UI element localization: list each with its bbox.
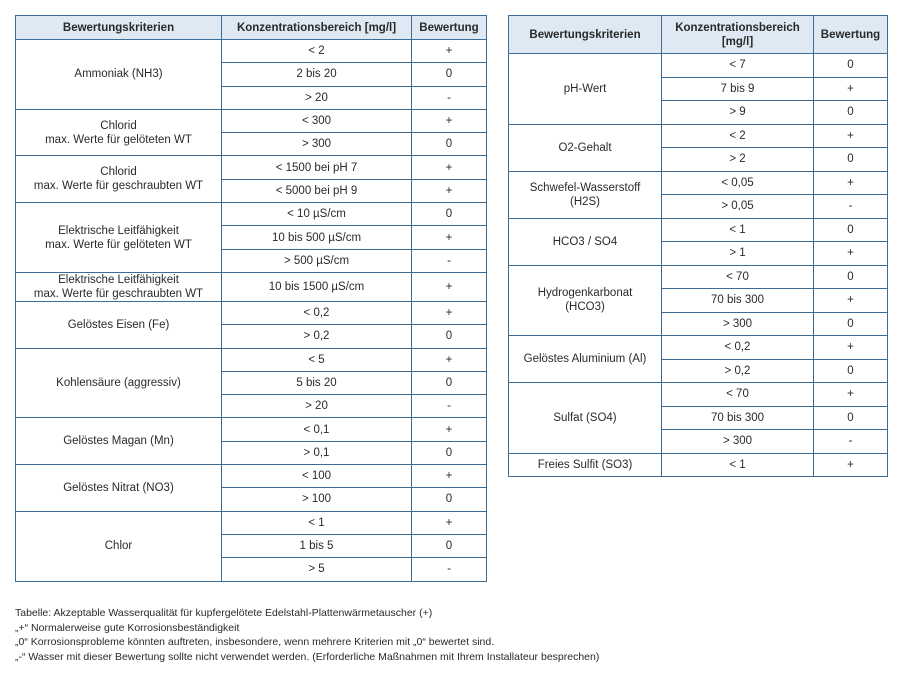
rating: + — [412, 226, 487, 249]
caption-legend-minus: „-“ Wasser mit dieser Bewertung sollte nicht verwendet werden. (Erforderliche Maßnahmen mit Ihrem Installateur besprechen) — [15, 650, 600, 663]
concentration-range: > 300 — [222, 133, 412, 156]
concentration-range: < 100 — [222, 465, 412, 488]
criterion-name: HCO3 / SO4 — [509, 218, 662, 265]
rating: + — [412, 348, 487, 371]
concentration-range: 2 bis 20 — [222, 63, 412, 86]
rating: 0 — [412, 133, 487, 156]
header-rating: Bewertung — [412, 16, 487, 40]
table-row — [509, 265, 888, 289]
concentration-range: > 20 — [222, 395, 412, 418]
rating: 0 — [814, 218, 888, 242]
criterion-name: O2-Gehalt — [509, 124, 662, 171]
criterion-name: Gelöstes Magan (Mn) — [16, 418, 222, 465]
concentration-range: < 1 — [662, 218, 814, 242]
concentration-range: < 1500 bei pH 7 — [222, 156, 412, 179]
table-row — [16, 418, 487, 441]
table-row — [16, 40, 487, 63]
concentration-range: > 0,05 — [662, 195, 814, 219]
rating: 0 — [412, 325, 487, 348]
rating: 0 — [412, 441, 487, 464]
rating: 0 — [814, 54, 888, 78]
rating: 0 — [814, 359, 888, 383]
concentration-range: < 0,1 — [222, 418, 412, 441]
rating: + — [412, 179, 487, 202]
table-row — [16, 465, 487, 488]
header-criteria: Bewertungskriterien — [509, 16, 662, 54]
caption-legend-plus: „+“ Normalerweise gute Korrosionsbeständigkeit — [15, 621, 240, 634]
rating: 0 — [814, 265, 888, 289]
concentration-range: 1 bis 5 — [222, 534, 412, 557]
rating: + — [412, 465, 487, 488]
concentration-range: < 5 — [222, 348, 412, 371]
rating: + — [814, 453, 888, 477]
concentration-range: < 1 — [662, 453, 814, 477]
concentration-range: > 1 — [662, 242, 814, 266]
criterion-name: Freies Sulfit (SO3) — [509, 453, 662, 477]
rating: + — [814, 242, 888, 266]
table-row — [509, 171, 888, 195]
table-caption — [15, 606, 895, 664]
concentration-range: 7 bis 9 — [662, 77, 814, 101]
concentration-range: < 7 — [662, 54, 814, 78]
concentration-range: < 2 — [662, 124, 814, 148]
table-row — [509, 124, 888, 148]
rating: + — [814, 171, 888, 195]
rating: - — [814, 430, 888, 454]
rating: - — [412, 249, 487, 272]
concentration-range: < 10 µS/cm — [222, 203, 412, 226]
criterion-name: Kohlensäure (aggressiv) — [16, 348, 222, 418]
rating: + — [814, 336, 888, 360]
table-row — [16, 301, 487, 324]
rating: + — [814, 124, 888, 148]
concentration-range: < 0,2 — [662, 336, 814, 360]
criterion-name: Elektrische Leitfähigkeit max. Werte für geschraubten WT — [16, 272, 222, 301]
criterion-name: Ammoniak (NH3) — [16, 40, 222, 110]
header-rating: Bewertung — [814, 16, 888, 54]
table-row — [16, 109, 487, 132]
header-concentration: Konzentrationsbereich [mg/l] — [662, 16, 814, 54]
rating: + — [412, 109, 487, 132]
rating: 0 — [814, 406, 888, 430]
concentration-range: < 300 — [222, 109, 412, 132]
caption-legend-zero: „0“ Korrosionsprobleme könnten auftreten, insbesondere, wenn mehrere Kriterien mit „0“ bewertet sind. — [15, 636, 495, 648]
concentration-range: < 2 — [222, 40, 412, 63]
concentration-range: > 300 — [662, 312, 814, 336]
rating: + — [814, 77, 888, 101]
concentration-range: > 0,1 — [222, 441, 412, 464]
concentration-range: > 500 µS/cm — [222, 249, 412, 272]
table-row — [16, 511, 487, 534]
criterion-name: Sulfat (SO4) — [509, 383, 662, 454]
concentration-range: < 0,2 — [222, 301, 412, 324]
header-row — [16, 16, 487, 40]
concentration-range: > 2 — [662, 148, 814, 172]
table-row — [16, 156, 487, 179]
concentration-range: 5 bis 20 — [222, 371, 412, 394]
rating: + — [412, 40, 487, 63]
rating: 0 — [814, 148, 888, 172]
concentration-range: > 9 — [662, 101, 814, 125]
criterion-name: pH-Wert — [509, 54, 662, 125]
concentration-range: < 5000 bei pH 9 — [222, 179, 412, 202]
rating: + — [412, 418, 487, 441]
criterion-name: Gelöstes Aluminium (Al) — [509, 336, 662, 383]
concentration-range: > 0,2 — [222, 325, 412, 348]
table-row — [509, 336, 888, 360]
rating: - — [412, 558, 487, 581]
criterion-name: Hydrogenkarbonat (HCO3) — [509, 265, 662, 336]
header-row — [509, 16, 888, 54]
header-concentration: Konzentrationsbereich [mg/l] — [222, 16, 412, 40]
criterion-name: Gelöstes Eisen (Fe) — [16, 301, 222, 348]
rating: - — [814, 195, 888, 219]
concentration-range: 70 bis 300 — [662, 289, 814, 313]
concentration-range: > 20 — [222, 86, 412, 109]
concentration-range: < 70 — [662, 265, 814, 289]
concentration-range: > 0,2 — [662, 359, 814, 383]
rating: - — [412, 395, 487, 418]
left-criteria-table — [15, 15, 487, 582]
table-row — [16, 348, 487, 371]
rating: 0 — [412, 488, 487, 511]
concentration-range: < 0,05 — [662, 171, 814, 195]
rating: 0 — [412, 534, 487, 557]
rating: 0 — [412, 63, 487, 86]
criterion-name: Chlorid max. Werte für gelöteten WT — [16, 109, 222, 156]
rating: 0 — [814, 101, 888, 125]
header-criteria: Bewertungskriterien — [16, 16, 222, 40]
rating: + — [412, 511, 487, 534]
table-row — [509, 453, 888, 477]
concentration-range: > 300 — [662, 430, 814, 454]
concentration-range: 10 bis 500 µS/cm — [222, 226, 412, 249]
criterion-name: Chlor — [16, 511, 222, 581]
rating: + — [814, 383, 888, 407]
rating: + — [412, 156, 487, 179]
criterion-name: Gelöstes Nitrat (NO3) — [16, 465, 222, 512]
table-row — [16, 203, 487, 226]
rating: + — [814, 289, 888, 313]
rating: - — [412, 86, 487, 109]
rating: 0 — [814, 312, 888, 336]
concentration-range: 10 bis 1500 µS/cm — [222, 272, 412, 301]
table-row — [509, 54, 888, 78]
table-row — [16, 272, 487, 301]
concentration-range: > 100 — [222, 488, 412, 511]
rating: 0 — [412, 203, 487, 226]
concentration-range: > 5 — [222, 558, 412, 581]
rating: + — [412, 272, 487, 301]
table-row — [509, 383, 888, 407]
caption-title: Tabelle: Akzeptable Wasserqualität für kupfergelötete Edelstahl-Plattenwärmetauscher (+) — [15, 607, 433, 619]
rating: 0 — [412, 371, 487, 394]
table-row — [509, 218, 888, 242]
concentration-range: < 1 — [222, 511, 412, 534]
criterion-name: Elektrische Leitfähigkeit max. Werte für gelöteten WT — [16, 203, 222, 273]
criterion-name: Chlorid max. Werte für geschraubten WT — [16, 156, 222, 203]
criterion-name: Schwefel-Wasserstoff (H2S) — [509, 171, 662, 218]
rating: + — [412, 301, 487, 324]
concentration-range: < 70 — [662, 383, 814, 407]
right-criteria-table — [508, 15, 888, 477]
concentration-range: 70 bis 300 — [662, 406, 814, 430]
